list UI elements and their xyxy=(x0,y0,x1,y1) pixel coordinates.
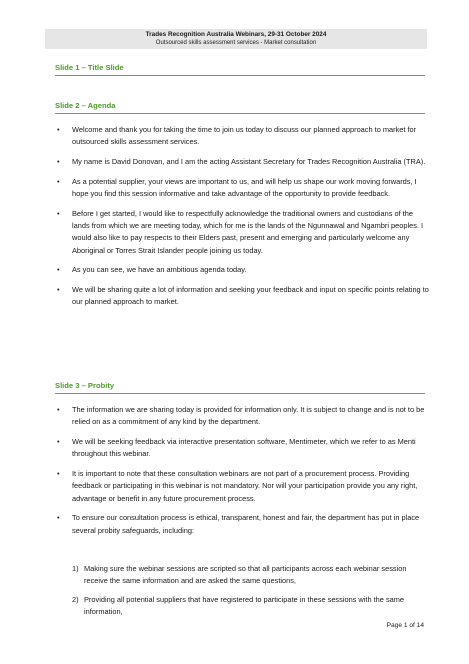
list-item: • As a potential supplier, your views are important to us, and will help us shape our work moving forwards, I hope you find this session informative and take advantage of the opportunity to provide feedback. xyxy=(55,176,430,201)
list-item: • As you can see, we have an ambitious agenda today. xyxy=(55,264,430,276)
slide-3-numbered-list xyxy=(72,563,430,625)
slide-3-heading: Slide 3 – Probity xyxy=(55,380,425,394)
item-number: 1) xyxy=(72,564,79,573)
header-title: Trades Recognition Australia Webinars, 29-31 October 2024 xyxy=(145,31,327,38)
item-text: Making sure the webinar sessions are scripted so that all participants across each webinar session receive the same information and are asked the same questions, xyxy=(84,564,407,586)
item-number: 2) xyxy=(72,594,79,604)
list-item: • Welcome and thank you for taking the time to join us today to discuss our planned approach to market for outsourced skills assessment services. xyxy=(55,124,430,149)
slide-3-bullet-list xyxy=(55,404,430,544)
list-item: • To ensure our consultation process is ethical, transparent, honest and fair, the department has put in place several probity safeguards, including: xyxy=(55,512,430,537)
list-item: • The information we are sharing today is provided for information only. It is subject to change and is not to be relied on as a commitment of any kind by the department. xyxy=(55,404,430,429)
numbered-item xyxy=(72,594,430,619)
slide-2-bullet-list xyxy=(55,124,430,316)
slide-1-heading: Slide 1 – Title Slide xyxy=(55,62,425,76)
page-number: Page 1 of 14 xyxy=(386,622,424,629)
numbered-item xyxy=(72,563,430,588)
list-item: • My name is David Donovan, and I am the acting Assistant Secretary for Trades Recognition Australia (TRA). xyxy=(55,156,430,168)
header-subtitle: Outsourced skills assessment services - Market consultation xyxy=(155,40,317,46)
list-item: • Before I get started, I would like to respectfully acknowledge the traditional owners and custodians of the lands from which we are meeting today, which for me is the lands of the Ngunnawal and Ngambri peoples. I would also like to pay respects to their Elders past, present and emerging and particularly welcome any Aboriginal or Torres Strait Islander people joining us today. xyxy=(55,208,430,258)
list-item: • We will be sharing quite a lot of information and seeking your feedback and input on specific points relating to our planned approach to market. xyxy=(55,284,430,309)
list-item: • It is important to note that these consultation webinars are not part of a procurement process. Providing feedback or participating in this webinar is not mandatory. Nor will your participation provide you any right, advantage or benefit in any future procurement process. xyxy=(55,468,430,505)
document-header xyxy=(45,29,427,49)
list-item: • We will be seeking feedback via interactive presentation software, Mentimeter, which we refer to as Menti throughout this webinar. xyxy=(55,436,430,461)
slide-2-heading: Slide 2 – Agenda xyxy=(55,100,425,114)
item-text: Providing all potential suppliers that have registered to participate in these sessions with the same information, xyxy=(84,594,405,617)
